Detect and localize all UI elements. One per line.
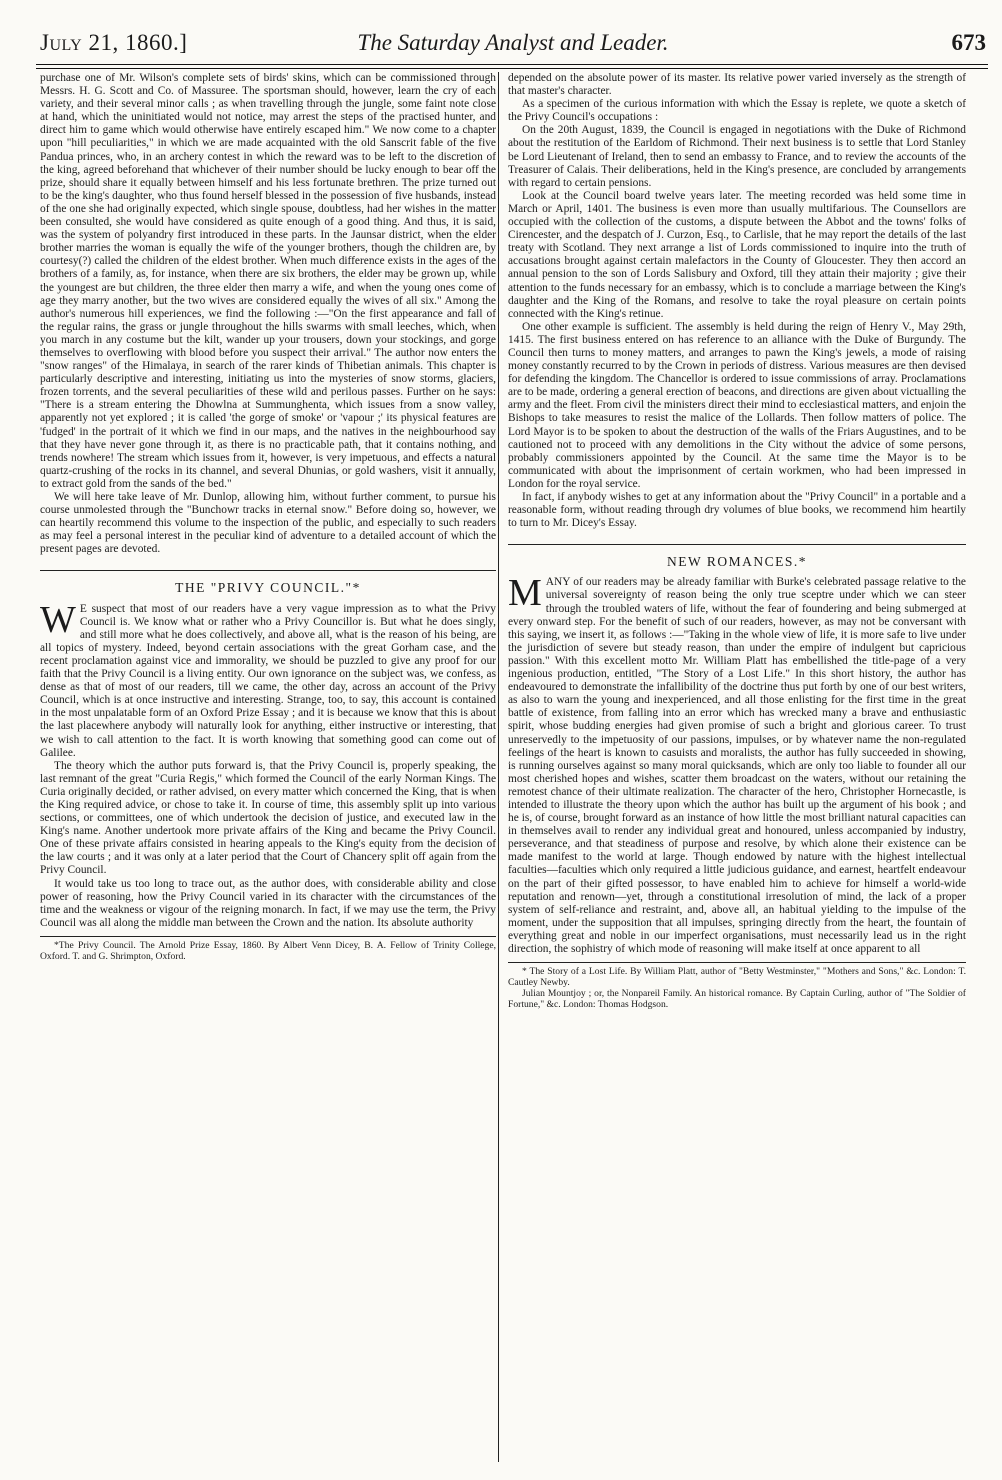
header-rule <box>36 64 988 69</box>
article-paragraph: As a specimen of the curious information with which the Essay is replete, we quote a sketch of the Privy Council's occupations : <box>508 98 966 124</box>
section-divider <box>40 570 496 571</box>
article-paragraph: On the 20th August, 1839, the Council is engaged in negotiations with the Duke of Richmond about the restitution of the Earldom of Richmond. Their next business is to settle that Lord Stanley be Lord Lieutenant of Ireland, then to send an embassy to France, and to review the accounts of the Treasurer of Calais. Their deliberations, held in the King's presence, are concluded by arrangements with regard to certain pensions. <box>508 124 966 189</box>
footnote-rule <box>508 962 966 963</box>
dropcap: W <box>40 598 76 641</box>
footnote-rule <box>40 936 496 937</box>
page-header <box>40 22 986 58</box>
section-title-privy-council: THE "PRIVY COUNCIL."* <box>175 580 361 596</box>
article-paragraph: One other example is sufficient. The assembly is held during the reign of Henry V., May 29th, 1415. The first business entered on has reference to an alliance with the Duke of Burgundy. The Council then turns to money matters, and arranges to pawn the King's jewels, a mode of raising money constantly recurred to by the Crown in periods of distress. Various measures are then devised for defending the kingdom. The Chancellor is ordered to issue commissions of array. Proclamations are to be made, ordering a general erection of beacons, and directions are given about victualling the army and the fleet. From civil the ministers direct their mind to ecclesiastical matters, and enjoin the Bishops to take measures to resist the malice of the Lollards. Then follow matters of police. The Lord Mayor is to be spoken to about the destruction of the walls of the Friars Augustines, and to be cautioned not to proceed with any demolitions in the City without the advice of some persons, probably commissioners appointed by the Council. At the same time the Mayor is to be communicated with about the imprisonment of certain workmen, who had been impressed in London for the royal service. <box>508 320 966 490</box>
article-paragraph: In fact, if anybody wishes to get at any information about the "Privy Council" in a portable and a reasonable form, without reading through dry volumes of blue books, we recommend him heartily to turn to Mr. Dicey's Essay. <box>508 491 966 530</box>
paragraph-text: ANY of our readers may be already familiar with Burke's celebrated passage relative to the universal sovereignty of reason being the only true sceptre under which we can steer through the troubled waters of life, without the fear of foundering and being submerged at every onward step. For the benefit of such of our readers, however, as may not be conversant with this saying, we insert it, as follows :—"Taking in the whole view of life, it is more safe to live under the jurisdiction of severe but steady reason, than under the empire of indulgent but capricious passion." With this excellent motto Mr. William Platt has embellished the title-page of a very ingenious production, entitled, "The Story of a Lost Life." In this short history, the author has endeavoured to demonstrate the infallibility of the doctrine thus put forth by one of our best writers, as also to warn the young and inexperienced, and all those enlisting for the first time in the great battle of existence, from falling into an error which has wrecked many a brave and enthusiastic spirit, whose budding energies had given promise of such a bright and glorious career. To trust unreservedly to the impetuosity of our passions, impulses, or by whatever name the non-regulated feelings of the heart is known to casuists and moralists, the author has fully succeeded in showing, is running ourselves against so many moral quicksands, which are only too liable to founder all our most cherished hopes and wishes, scatter them broadcast on the waters, without our retaining the remotest chance of their ultimate realization. The character of the hero, Christopher Hornecastle, is intended to illustrate the theory upon which the author has built up the argument of his book ; and he is, of course, brought forward as an instance of how little the most brilliant natural capacities can in themselves avail to render any individual great and honoured, unless accompanied by industry, perseverance, and that steadiness of purpose and resolve, by which alone their existence can be made manifest to the world at large. Though endowed by nature with the highest intellectual faculties—faculties which only required a little judicious guidance, and earnest, heartfelt endeavour on the part of their gifted possessor, to have enabled him to achieve for himself a world-wide reputation and renown—yet, through a constitutional irresolution of mind, the lack of a proper system of self-reliance and restraint, and, above all, an habitual yielding to the impulse of the moment, under the supposition that all impulses, springing directly from the heart, the fountain of everything great and noble in our imperfect organisations, must necessarily lead us in the right direction, the sophistry of which mode of reasoning will make itself at once apparent to all <box>508 576 966 955</box>
column-divider-lower <box>498 872 499 1462</box>
left-column <box>40 72 496 1467</box>
footnote: Julian Mountjoy ; or, the Nonpareil Family. An historical romance. By Captain Curling, author of "The Soldier of Fortune," &c. London: Thomas Hodgson. <box>508 988 966 1011</box>
paragraph-text: E suspect that most of our readers have a very vague impression as to what the Privy Council is. We know what or rather who a Privy Councillor is. But what he does singly, and still more what he does collectively, and above all, what is the reason of his being, are all topics of mystery. Indeed, beyond certain associations with the great Gorham case, and the recent proclamation against vice and immorality, we should be puzzled to give any proof for our faith that the Privy Council is a living entity. Our own ignorance on the subject was, we confess, as dense as that of most of our readers, till we came, the other day, across an account of the Privy Council, which is at once instructive and interesting. Strange, too, to say, this account is contained in the most unpalatable form of an Oxford Prize Essay ; and it is because we know that this is about the last placewhere anybody will naturally look for anything, either instructive or interesting, that we wish to call attention to the fact. It is worth knowing that something good can come out of Galilee. <box>40 602 496 759</box>
article-paragraph <box>508 572 966 956</box>
article-paragraph: Look at the Council board twelve years later. The meeting recorded was held some time in March or April, 1401. The business is even more than usually multifarious. The Counsellors are occupied with the collection of the customs, a dispute between the Abbot and the towns' folks of Cirencester, and the despatch of J. Curzon, Esq., to Carlisle, that he may report the details of the last treaty with Scotland. They next arrange a list of Lords commissioned to inquire into the truth of accusations brought against certain malefactors in the County of Gloucester. They then accord an annual pension to the son of Lords Salisbury and Oxford, till they attain their majority ; give their attention to the funds necessary for an embassy, which is to conclude a marriage between the King's daughter and the King of the Romans, and resolve to take the royal pleasure on certain points connected with the King's retinue. <box>508 189 966 320</box>
right-column <box>508 72 966 1467</box>
issue-date: July 21, 1860.] <box>40 30 188 55</box>
publication-title: The Saturday Analyst and Leader. <box>357 30 669 55</box>
footnote: * The Story of a Lost Life. By William Platt, author of "Betty Westminster," "Mothers and Sons," &c. London: T. Cautley Newby. <box>508 966 966 989</box>
article-paragraph: depended on the absolute power of its master. Its relative power varied inversely as the strength of that master's character. <box>508 72 966 98</box>
page-number: 673 <box>951 30 986 55</box>
article-paragraph <box>40 598 496 760</box>
article-paragraph: It would take us too long to trace out, as the author does, with considerable ability and close power of reasoning, how the Privy Council varied in its character with the circumstances of the time and the weakness or vigour of the reigning monarch. In fact, if we may use the term, the Privy Council was all along the middle man between the Crown and the nation. Its absolute authority <box>40 877 496 929</box>
dropcap: M <box>508 572 542 615</box>
column-divider-upper <box>498 72 499 872</box>
footnote: *The Privy Council. The Arnold Prize Essay, 1860. By Albert Venn Dicey, B. A. Fellow of Trinity College, Oxford. T. and G. Shrimpton, Oxford. <box>40 939 496 962</box>
article-paragraph: purchase one of Mr. Wilson's complete sets of birds' skins, which can be commissioned through Messrs. H. G. Scott and Co. of Massuree. The sportsman should, however, learn the cry of each variety, and their several minor calls ; as when travelling through the jungle, some faint note close at hand, which the uninitiated would not notice, may arrest the steps of the practised hunter, and direct him to game which would otherwise have entirely escaped him." We now come to a chapter upon "hill peculiarities," in which we are made acquainted with the old Sanscrit fable of the five Pandua princes, who, in an archery contest in which the reward was to be left to the discretion of the king, agreed beforehand that whichever of their number should be lucky enough to bear off the prize, should share it equally between himself and his less fortunate brethren. The prize turned out to be the king's daughter, who thus found herself blessed in the possession of five husbands, instead of the one she had originally expected, which single spouse, doubtless, had her wishes in the matter been consulted, she would have considered as quite enough of a good thing. And thus, it is said, was the system of polyandry first introduced in these parts. In the Jaunsar district, when the elder brother marries the woman is equally the wife of the younger brothers, though the children are, by courtesy(?) called the children of the eldest brother. When much difference exists in the ages of the brothers of a family, as, for instance, when there are six brothers, the elder may be grown up, while the youngest are but children, the three elder then marry a wife, and when the young ones come of age they marry another, but the two wives are considered equally the wives of all six." Among the author's numerous hill experiences, we find the following :—"On the first appearance and fall of the regular rains, the grass or jungle throughout the hills swarms with small leeches, which, when you march in any costume but the kilt, wander up your trousers, down your stockings, and gorge themselves to overflowing with blood before you suspect their arrival." The author now enters the "snow ranges" of the Himalaya, in search of the rarer kinds of Thibetian animals. This chapter is particularly descriptive and interesting, initiating us into the mysteries of snow storms, glaciers, frozen torrents, and the several peculiarities of these wild and perilous passes. Further on he says: "There is a stream entering the Dhowlna at Summunghenta, which issues from a snow valley, apparently not yet explored ; it is called 'the gorge of smoke' or 'vapour ;' its physical features are 'fudged' in the portrait of it which we find in our maps, and the natives in the neighbourhood say that they have never gone through it, as there is no practicable path, that it contains nothing, and trends nowhere! The stream which issues from it, however, is very impetuous, and effects a natural quartz-crushing of the rocks in its channel, and several Dhunias, or gold washers, visit it annually, to extract gold from the sands of the bed." <box>40 72 496 490</box>
article-paragraph: The theory which the author puts forward is, that the Privy Council is, properly speaking, the last remnant of the great "Curia Regis," which formed the Council of the early Norman Kings. The Curia originally decided, or rather advised, on every matter which concerned the King, that is when the King required advice, or chose to take it. In course of time, this assembly split up into various sections, or committees, one of which undertook the decision of justice, and executed law in the King's name. Another undertook more private affairs of the King and became the Privy Council. One of these private affairs consisted in hearing appeals to the King's equity from the decision of the law courts ; and it was only at a later period that the Court of Chancery split off again from the Privy Council. <box>40 759 496 877</box>
section-title-new-romances: NEW ROMANCES.* <box>666 554 807 570</box>
section-divider <box>508 544 966 545</box>
article-paragraph: We will here take leave of Mr. Dunlop, allowing him, without further comment, to pursue his course unmolested through the "Bunchowr tracks in eternal snow." Before doing so, however, we can heartily recommend this volume to the inspection of the public, and especially to such readers as may feel a personal interest in the peculiar kind of adventure to a detailed account of which the present pages are devoted. <box>40 491 496 556</box>
